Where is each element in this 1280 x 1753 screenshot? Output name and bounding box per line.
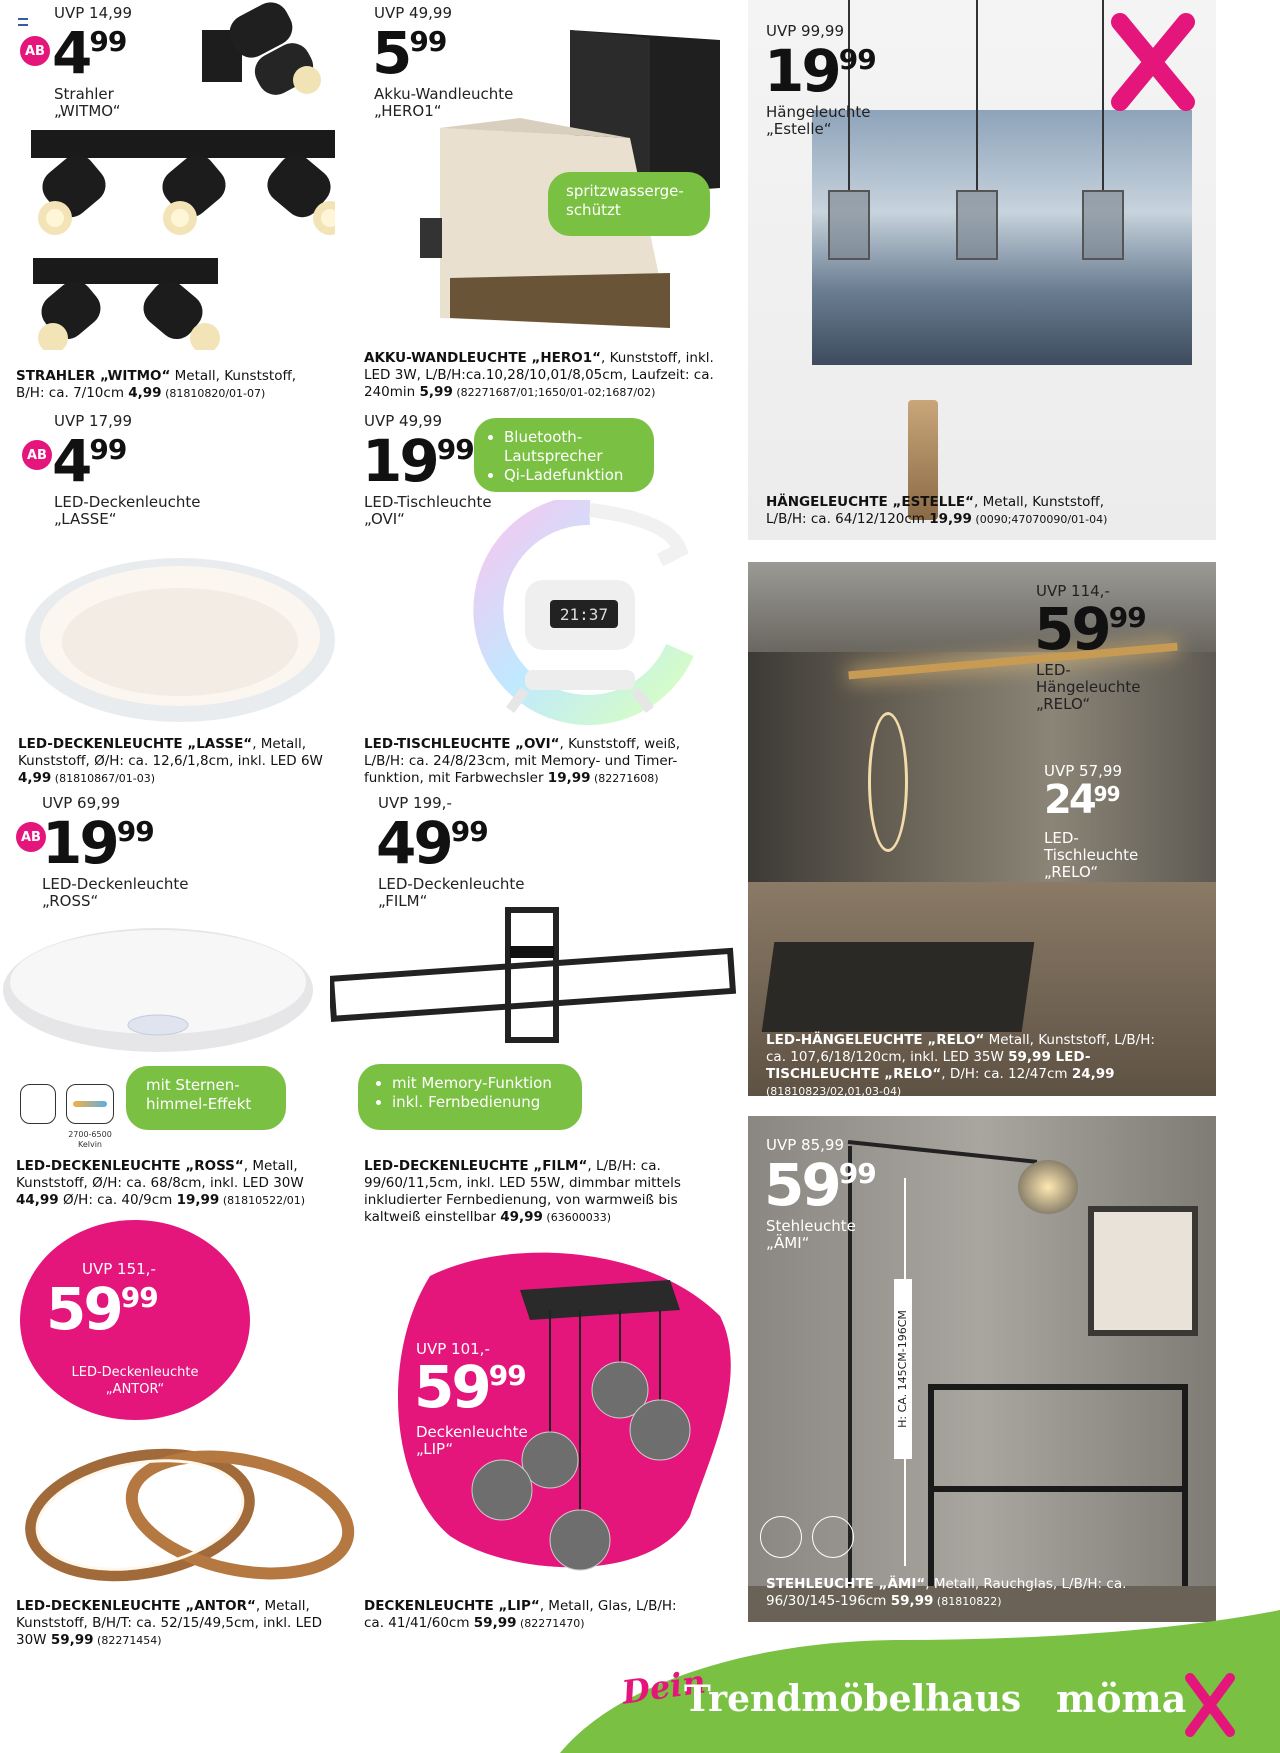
price-int: 24: [1044, 777, 1094, 823]
desc-code: (81810820/01-07): [161, 387, 266, 400]
price-int: 59: [414, 1353, 489, 1421]
ovi-description: [364, 736, 694, 787]
lip-name: [416, 1424, 528, 1458]
ovi-image: [470, 500, 710, 740]
price-int: 5: [372, 19, 410, 87]
footer-slogan: Trendmöbelhaus: [684, 1678, 1022, 1720]
desc-price: 4,99: [128, 385, 162, 401]
ab-badge: AB: [16, 822, 46, 852]
name-line: LED-Deckenleuchte: [71, 1365, 199, 1380]
relo-name: [1036, 662, 1140, 713]
price-dec: 99: [89, 433, 127, 466]
price-dec: 99: [838, 43, 876, 76]
desc-bold: LED-TISCHLEUCHTE „OVI“: [364, 736, 560, 752]
name-line: LED-Deckenleuchte: [42, 875, 189, 893]
feature-item: • Bluetooth-Lautsprecher: [504, 428, 640, 466]
estelle-price: [764, 37, 876, 105]
ovi-uvp: UVP 49,99: [364, 412, 442, 430]
price-int: 19: [42, 809, 117, 877]
ovi-features: [474, 418, 654, 492]
desc-text: , Kunststoff, weiß, L/B/H: ca. 24/8/23cm, mit Memory- und Timer-funktion, mit Farbwechsler: [364, 736, 681, 786]
name-line: Stehleuchte: [766, 1217, 856, 1235]
feature-item: • mit Memory-Funktion: [392, 1074, 564, 1093]
name-line: „Estelle“: [766, 120, 832, 138]
desc-bold: LED-HÄNGELEUCHTE „RELO“: [766, 1032, 985, 1048]
footer-dein: Dein: [619, 1662, 708, 1712]
desc-bold: DECKENLEUCHTE „LIP“: [364, 1598, 540, 1614]
name-line: LED-Deckenleuchte: [54, 493, 201, 511]
desc-bold: STEHLEUCHTE „ÄMI“: [766, 1576, 926, 1592]
feature-item: • inkl. Fernbedienung: [392, 1093, 564, 1112]
name-line: „ROSS“: [42, 892, 99, 910]
ab-badge: AB: [22, 440, 52, 470]
film-price: [376, 809, 488, 877]
price-dec: 99: [1108, 601, 1146, 634]
kelvin-label: 2700-6500 Kelvin: [68, 1130, 112, 1149]
ami-description: [766, 1576, 1186, 1610]
lasse-price: [52, 427, 127, 495]
price-dec: 99: [116, 815, 154, 848]
price-int: 4: [52, 427, 90, 495]
desc-price: 19,99: [547, 770, 591, 786]
desc-price: 4,99: [18, 770, 52, 786]
desc-text: , Metall, Glas, L/B/H: ca. 41/41/60cm: [364, 1598, 677, 1631]
desc-code: (82271470): [516, 1617, 585, 1630]
price-dec: 99: [120, 1281, 158, 1314]
relo-table-price: [1044, 777, 1120, 823]
price-dec: 99: [838, 1157, 876, 1190]
desc-price: 59,99: [890, 1593, 934, 1609]
hero1-badge: spritzwasserge-schützt: [548, 172, 710, 236]
name-line: Akku-Wandleuchte: [374, 85, 514, 103]
color-temperature-icon: [66, 1084, 114, 1124]
desc-code: (82271687/01;1650/01-02;1687/02): [452, 386, 656, 399]
relo-table-name: [1044, 830, 1138, 881]
ovi-price: [362, 427, 474, 495]
desc-text: Metall, Kunststoff, B/H: ca. 7/10cm: [16, 368, 297, 401]
desc-text: Ø/H: ca. 40/9cm: [58, 1192, 177, 1208]
ab-badge: AB: [20, 36, 50, 66]
desc-price: 24,99: [1071, 1066, 1115, 1082]
ross-uvp: UVP 69,99: [42, 794, 120, 812]
ross-price: [42, 809, 154, 877]
feature-item: • Qi-Ladefunktion: [504, 466, 640, 485]
price-int: 4: [52, 19, 90, 87]
desc-price: 5,99: [419, 384, 453, 400]
desc-price: 19,99: [176, 1192, 220, 1208]
desc-bold: LED-DECKENLEUCHTE „FILM“: [364, 1158, 588, 1174]
desc-text: , Metall, Kunststoff, L/B/H: ca. 64/12/120cm: [766, 494, 1105, 527]
desc-bold: LED-DECKENLEUCHTE „ANTOR“: [16, 1598, 256, 1614]
name-line: „ÄMI“: [766, 1234, 810, 1252]
film-image: [330, 900, 742, 1060]
desc-text: Metall, Kunststoff, L/B/H: ca. 107,6/18/120cm, inkl. LED 35W: [766, 1032, 1155, 1065]
ami-name: [766, 1218, 856, 1252]
estelle-description: [766, 494, 1126, 528]
desc-price: 59,99: [1008, 1049, 1051, 1065]
ami-uvp: UVP 85,99: [766, 1136, 844, 1154]
desc-bold: STRAHLER „WITMO“: [16, 368, 171, 384]
name-line: „RELO“: [1044, 863, 1099, 881]
hero1-uvp: UVP 49,99: [374, 4, 452, 22]
moemax-logo-x-icon: [1182, 1670, 1238, 1740]
name-line: „LASSE“: [54, 510, 117, 528]
desc-bold: LED-DECKENLEUCHTE „LASSE“: [18, 736, 253, 752]
lasse-name: [54, 494, 200, 528]
price-int: 59: [764, 1151, 839, 1219]
price-dec: 99: [488, 1359, 526, 1392]
film-description: [364, 1158, 734, 1226]
desc-text: , Metall, Rauchglas, L/B/H: ca. 96/30/145-196cm: [766, 1576, 1127, 1609]
lip-uvp: UVP 101,-: [416, 1340, 490, 1358]
clock-display: 21:37: [559, 605, 609, 624]
desc-price: 19,99: [929, 511, 972, 527]
desc-text: , Metall, Kunststoff, B/H/T: ca. 52/15/49,5cm, inkl. LED 30W: [16, 1598, 323, 1648]
hero1-description: [364, 350, 734, 401]
price-dec: 99: [409, 25, 447, 58]
name-line: LED-Tischleuchte: [364, 493, 492, 511]
witmo-image: [15, 0, 335, 350]
relo-description: [766, 1032, 1176, 1100]
price-int: 59: [1034, 595, 1109, 663]
name-line: „RELO“: [1036, 695, 1091, 713]
moemax-x-icon: [1108, 12, 1198, 112]
antor-name: [50, 1364, 220, 1398]
adjustable-height-icon: [812, 1516, 854, 1558]
desc-text: , L/B/H: ca. 99/60/11,5cm, inkl. LED 55W, dimmbar mittels inkludierter Fernbedienung, von warmweiß bis kaltweiß einstellbar: [364, 1158, 681, 1225]
ross-image: [0, 920, 320, 1070]
lasse-image: [20, 550, 340, 730]
desc-code: (82271608): [590, 772, 659, 785]
desc-bold: AKKU-WANDLEUCHTE „HERO1“: [364, 350, 601, 366]
moemax-logo: möma: [1056, 1676, 1187, 1721]
desc-text: , Kunststoff, inkl. LED 3W, L/B/H:ca.10,28/10,01/8,05cm, Laufzeit: ca. 240min: [364, 350, 714, 400]
antor-image: [20, 1420, 360, 1590]
relo-uvp: UVP 114,-: [1036, 582, 1110, 600]
name-line: Strahler: [54, 85, 114, 103]
name-line: „ANTOR“: [105, 1382, 165, 1397]
desc-code: (82271454): [93, 1634, 162, 1647]
name-line: „HERO1“: [374, 102, 442, 120]
lasse-description: [18, 736, 328, 787]
film-features: [358, 1064, 582, 1130]
desc-price: 44,99: [16, 1192, 59, 1208]
lip-price: [414, 1353, 526, 1421]
desc-bold: LED-TISCHLEUCHTE „RELO“: [766, 1049, 1091, 1082]
name-line: Deckenleuchte: [416, 1423, 528, 1441]
estelle-name: [766, 104, 871, 138]
name-line: „OVI“: [364, 510, 405, 528]
name-line: „WITMO“: [54, 102, 121, 120]
height-label: H: CA. 145CM-196CM: [894, 1279, 912, 1459]
name-line: LED-Hängeleuchte: [1036, 661, 1141, 696]
desc-text: , D/H: ca. 12/47cm: [941, 1066, 1072, 1082]
estelle-uvp: UVP 99,99: [766, 22, 844, 40]
name-line: „FILM“: [378, 892, 428, 910]
lasse-uvp: UVP 17,99: [54, 412, 132, 430]
desc-text: , Metall, Kunststoff, Ø/H: ca. 68/8cm, inkl. LED 30W: [16, 1158, 304, 1191]
price-dec: 99: [89, 25, 127, 58]
price-int: 59: [46, 1275, 121, 1343]
witmo-uvp: UVP 14,99: [54, 4, 132, 22]
relo-table-uvp: UVP 57,99: [1044, 762, 1122, 780]
desc-code: (0090;47070090/01-04): [971, 513, 1108, 526]
relo-price: [1034, 595, 1146, 663]
antor-price: [46, 1275, 158, 1343]
desc-price: 59,99: [50, 1632, 94, 1648]
name-line: LED-Deckenleuchte: [378, 875, 525, 893]
desc-code: (63600033): [542, 1211, 612, 1224]
desc-price: 59,99: [473, 1615, 517, 1631]
ami-price: [764, 1151, 876, 1219]
name-line: Hängeleuchte: [766, 103, 871, 121]
desc-price: 49,99: [500, 1209, 543, 1225]
relo-photo: [748, 562, 1216, 1096]
desc-code: (81810822): [933, 1595, 1002, 1608]
film-uvp: UVP 199,-: [378, 794, 452, 812]
price-int: 19: [362, 427, 437, 495]
price-int: 19: [764, 37, 839, 105]
antor-uvp: UVP 151,-: [82, 1260, 156, 1278]
desc-bold: LED-DECKENLEUCHTE „ROSS“: [16, 1158, 244, 1174]
desc-code: (81810823/02,01,03-04): [766, 1085, 902, 1098]
name-line: LED-Tischleuchte: [1044, 829, 1139, 864]
desc-code: (81810867/01-03): [51, 772, 156, 785]
ross-name: [42, 876, 188, 910]
foot-switch-icon: [760, 1516, 802, 1558]
ross-description: [16, 1158, 346, 1209]
price-int: 49: [376, 809, 451, 877]
ross-badge: mit Sternen-himmel-Effekt: [126, 1066, 286, 1130]
desc-text: , Metall, Kunststoff, Ø/H: ca. 12,6/1,8cm, inkl. LED 6W: [18, 736, 323, 769]
name-line: „LIP“: [416, 1440, 454, 1458]
remote-control-icon: [20, 1084, 56, 1124]
desc-bold: HÄNGELEUCHTE „ESTELLE“: [766, 494, 975, 510]
price-dec: 99: [1093, 782, 1120, 806]
price-dec: 99: [436, 433, 474, 466]
witmo-description: [16, 368, 306, 402]
price-dec: 99: [450, 815, 488, 848]
desc-code: (81810522/01): [219, 1194, 306, 1207]
